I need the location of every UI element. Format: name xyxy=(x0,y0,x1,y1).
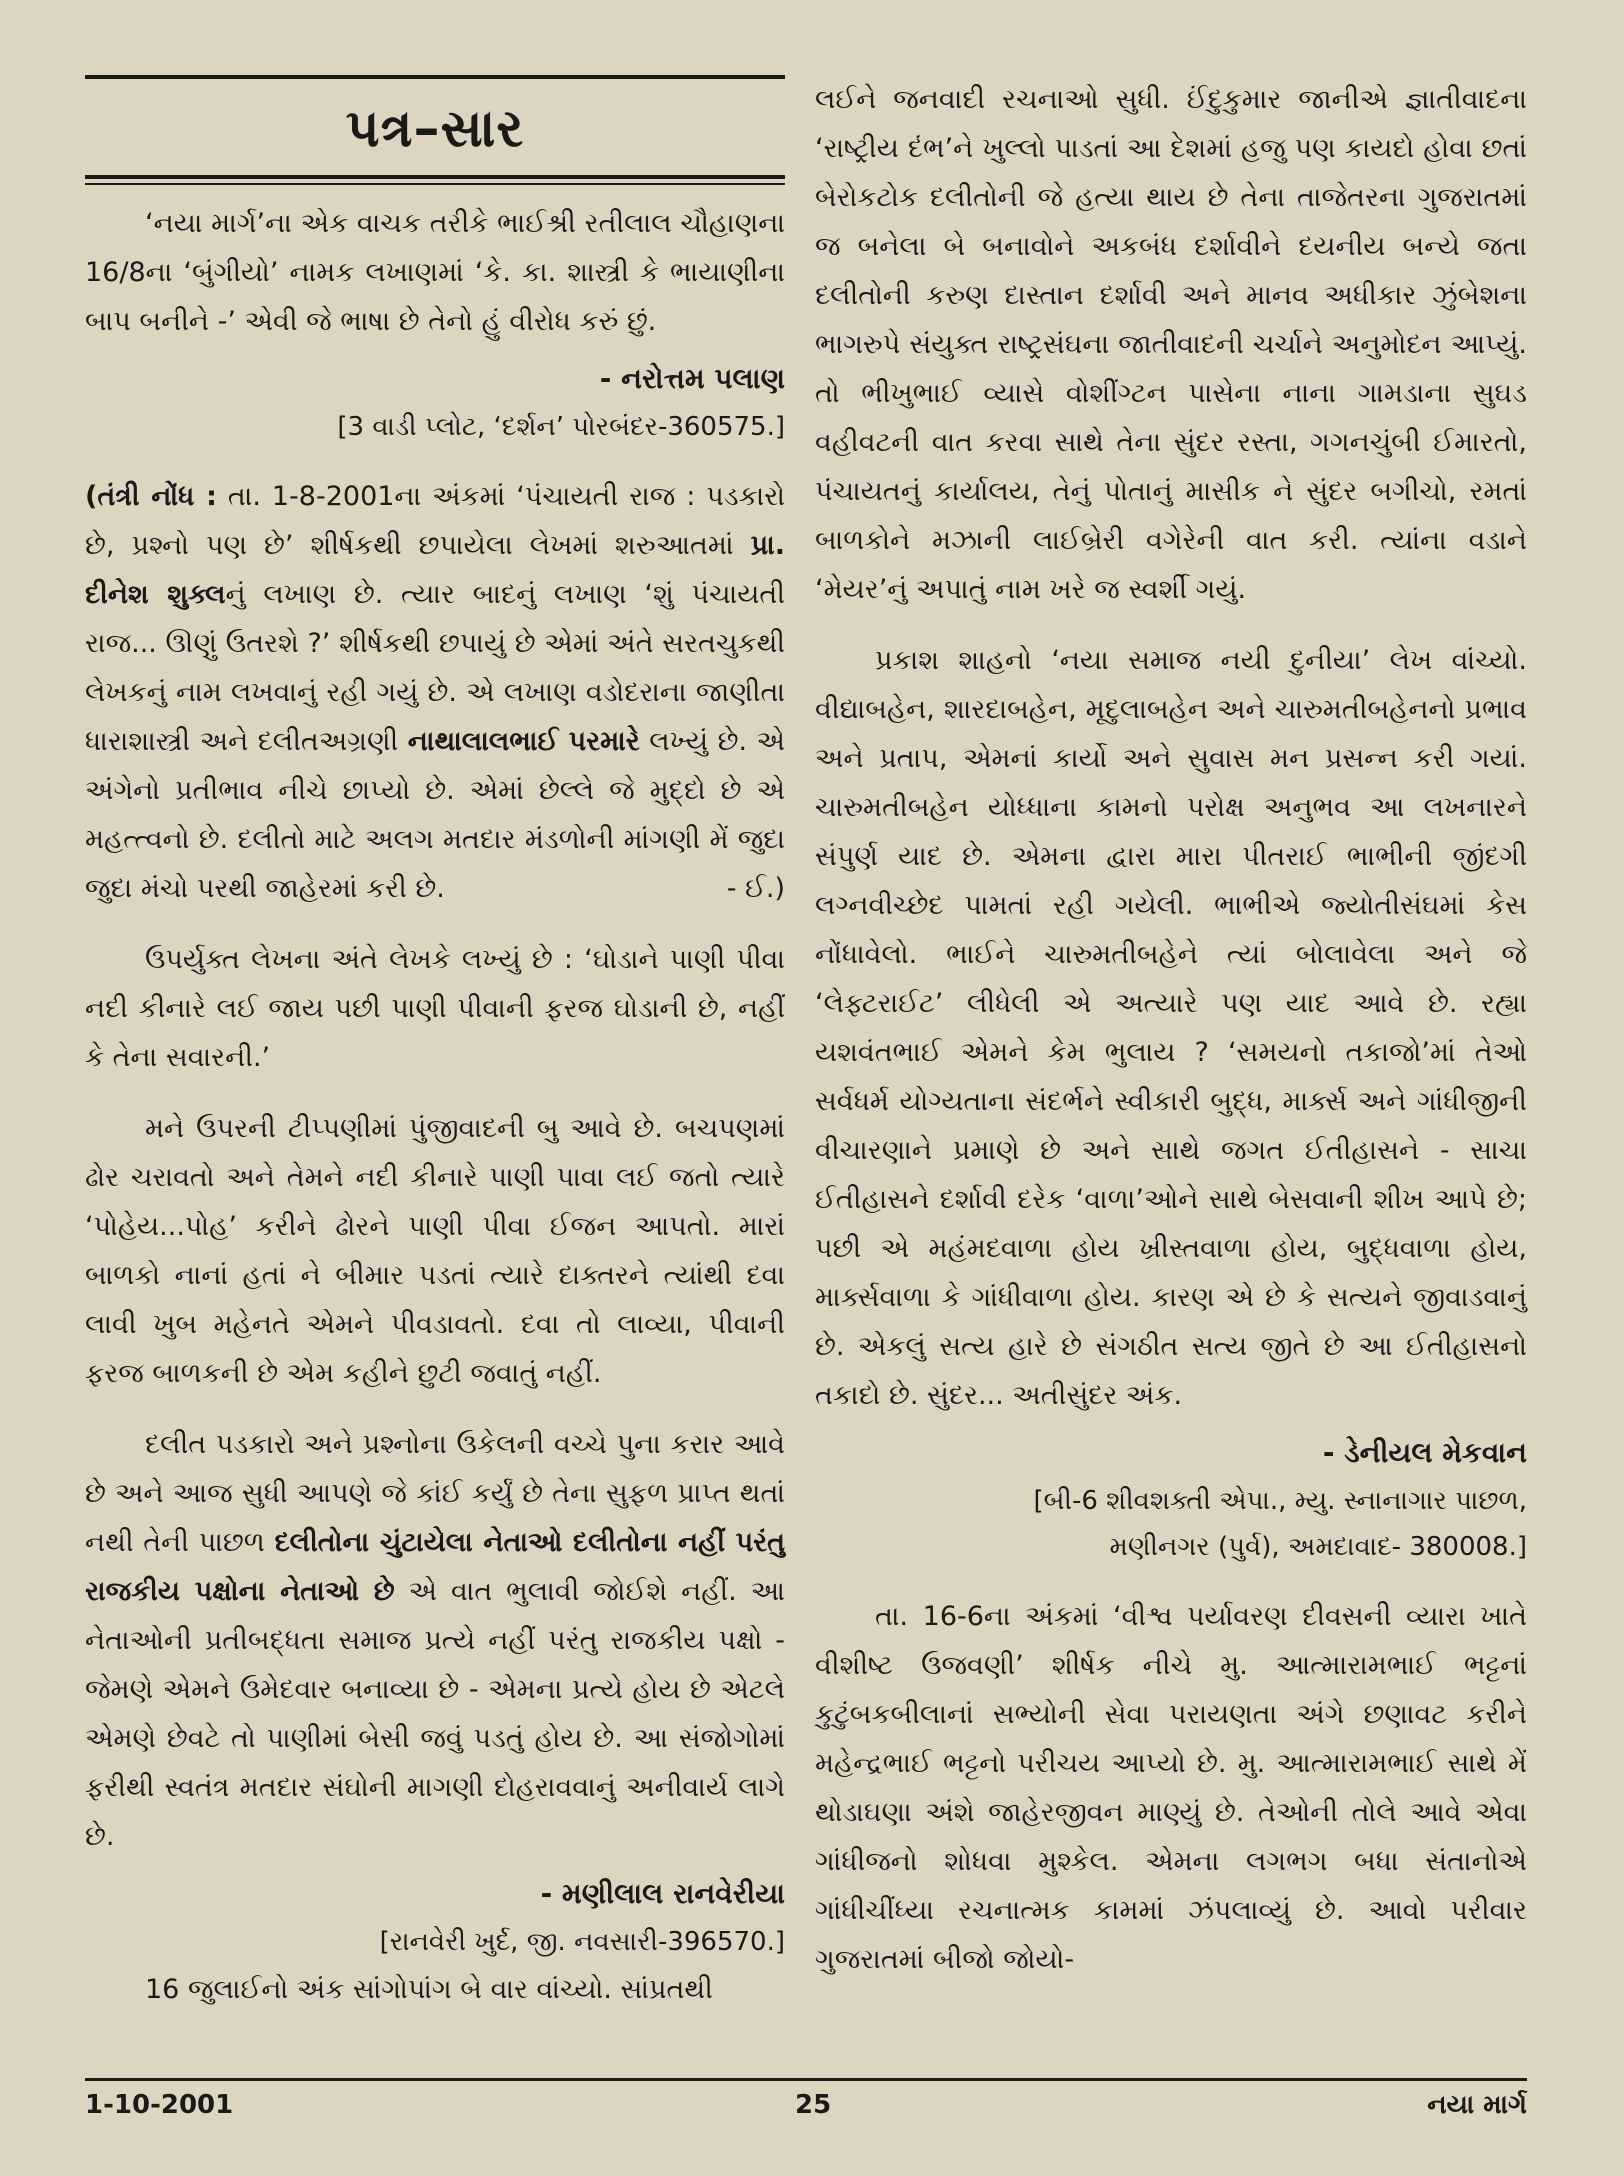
right-column xyxy=(815,75,1527,1984)
letter-1-body: ‘નયા માર્ગ’ના એક વાચક તરીકે ભાઈશ્રી રતીલાલ ચૌહાણના 16/8ના ‘બુંગીયો’ નામક લખાણમાં ‘કે. કા. શાસ્ત્રી કે ભાયાણીના બાપ બનીને -’ એવી જે ભાષા છે તેનો હું વીરોધ કરું છું. xyxy=(85,208,785,337)
letter-3-address-line-2: મણીનગર (પુર્વ), અમદાવાદ- 380008.] xyxy=(1109,1532,1527,1562)
letter-3-start: 16 જુલાઈનો અંક સાંગોપાંગ બે વાર વાંચ્યો. સાંપ્રતથી xyxy=(145,1974,713,2005)
section-title: પત્ર–સાર xyxy=(345,99,525,159)
editor-note-sign: - ઈ.) xyxy=(726,873,785,904)
letter-2-para-3 xyxy=(85,1420,785,1861)
letter-2-para-1: ઉપર્યુક્ત લેખના અંતે લેખકે લખ્યું છે : ‘ઘોડાને પાણી પીવા નદી કીનારે લઈ જાય પછી પાણી પીવાની ફરજ ઘોડાની છે, નહીં કે તેના સવારની.’ xyxy=(85,944,785,1073)
letter-2-para-2: મને ઉપરની ટીપ્પણીમાં પુંજીવાદની બુ આવે છે. બચપણમાં ઢોર ચરાવતો અને તેમને નદી કીનારે પાણી પાવા લઈ જતો ત્યારે ‘પોહેય...પોહ’ કરીને ઢોરને પાણી પીવા ઈજન આપતો. મારાં બાળકો નાનાં હતાં ને બીમાર પડતાં ત્યારે દાક્તરને ત્યાંથી દવા લાવી ખુબ મહેનતે એમને પીવડાવતો. દવા તો લાવ્યા, પીવાની ફરજ બાળકની છે એમ કહીને છુટી જવાતું નહીં. xyxy=(85,1113,785,1389)
editor-note-author-2: નાથાલાલભાઈ પરમારે xyxy=(407,726,640,757)
footer-magazine-name: નયા માર્ગ xyxy=(1427,2090,1527,2120)
letter-3-continued: લઈને જનવાદી રચનાઓ સુધી. ઈંદુકુમાર જાનીએ જ્ઞાતીવાદના ‘રાષ્ટ્રીય દંભ’ને ખુલ્લો પાડતાં આ દેશમાં હજુ પણ કાયદો હોવા છતાં બેરોકટોક દલીતોની જે હત્યા થાય છે તેના તાજેતરના ગુજરાતમાં જ બનેલા બે બનાવોને અકબંધ દર્શાવીને દયનીય બન્યે જતા દલીતોની કરુણ દાસ્તાન દર્શાવી અને માનવ અધીકાર ઝુંબેશના ભાગરુપે સંયુક્ત રાષ્ટ્રસંઘના જાતીવાદની ચર્ચાને અનુમોદન આપ્યું. તો ભીખુભાઈ વ્યાસે વોશીંગ્ટન પાસેના નાના ગામડાના સુઘડ વહીવટની વાત કરવા સાથે તેના સુંદર રસ્તા, ગગનચુંબી ઈમારતો, પંચાયતનું કાર્યાલય, તેનું પોતાનું માસીક ને સુંદર બગીચો, રમતાં બાળકોને મઝાની લાઈબ્રેરી વગેરેની વાત કરી. ત્યાંના વડાને ‘મેયર’નું અપાતું નામ ખરે જ સ્વર્શી ગયું. xyxy=(815,84,1527,605)
footer-date: 1-10-2001 xyxy=(85,2090,234,2120)
editor-note xyxy=(85,472,785,913)
letter-3-para-2: પ્રકાશ શાહનો ‘નયા સમાજ નયી દુનીયા’ લેખ વાંચ્યો. વીદ્યાબહેન, શારદાબહેન, મૃદુલાબહેન અને ચારુમતીબહેનનો પ્રભાવ અને પ્રતાપ, એમનાં કાર્યો અને સુવાસ મન પ્રસન્ન કરી ગયાં. ચારુમતીબહેન યોધ્ધાના કામનો પરોક્ષ અનુભવ આ લખનારને સંપુર્ણ યાદ છે. એમના દ્વારા મારા પીતરાઈ ભાભીની જીંદગી લગ્નવીચ્છેદ પામતાં રહી ગયેલી. ભાભીએ જ્યોતીસંઘમાં કેસ નોંધાવેલો. ભાઈને ચારુમતીબહેને ત્યાં બોલાવેલા અને જે ‘લેફ્ટરાઈટ’ લીધેલી એ અત્યારે પણ યાદ આવે છે. રહ્યા યશવંતભાઈ એમને કેમ ભુલાય ? ‘સમયનો તકાજો’માં તેઓ સર્વધર્મ યોગ્યતાના સંદર્ભને સ્વીકારી બુદ્ધ, માર્ક્સ અને ગાંધીજીની વીચારણાને પ્રમાણે છે અને સાથે જગત ઈતીહાસને - સાચા ઈતીહાસને દર્શાવી દરેક ‘વાળા’ઓને સાથે બેસવાની શીખ આપે છે; પછી એ મહંમદવાળા હોય ખ્રીસ્તવાળા હોય, બુદ્ધવાળા હોય, માર્ક્સવાળા કે ગાંધીવાળા હોય. કારણ એ છે કે સત્યને જીવાડવાનું છે. એકલું સત્ય હારે છે સંગઠીત સત્ય જીતે છે આ ઈતીહાસનો તકાદો છે. સુંદર... અતીસુંદર અંક. xyxy=(815,645,1527,1411)
letter-3-address-line-1: [બી-6 શીવશક્તી એપા., મ્યુ. સ્નાનાગાર પાછળ, xyxy=(1033,1486,1527,1516)
letter-3-signature: - ડેનીયલ મેકવાન xyxy=(1322,1436,1527,1469)
letter-2-para-3-text-a: દલીત પડકારો અને પ્રશ્નોના ઉકેલની વચ્ચે પુના કરાર આવે છે અને આજ સુધી આપણે જે કાંઈ કર્યું છે તેના સુફળ પ્રાપ્ત થતાં નથી તેની પાછળ xyxy=(85,1429,785,1558)
editor-note-lead: (તંત્રી નોંધ : xyxy=(85,481,217,512)
footer-rule xyxy=(85,2078,1527,2081)
page-number: 25 xyxy=(795,2090,832,2120)
letter-2-signature: - મણીલાલ રાનવેરીયા xyxy=(540,1877,785,1910)
editor-note-text-1: તા. 1-8-2001ના અંકમાં ‘પંચાયતી રાજ : પડકારો છે, પ્રશ્નો પણ છે’ શીર્ષકથી છપાયેલા લેખમાં શરુઆતમાં xyxy=(85,481,786,561)
letter-2-para-3-bold: દલીતોના ચુંટાયેલા નેતાઓ દલીતોના નહીં પરંતુ રાજકીય પક્ષોના નેતાઓ છે xyxy=(85,1527,785,1607)
title-top-rule xyxy=(85,75,785,79)
left-column xyxy=(85,75,785,2014)
editor-note-text-3: લખ્યું છે. એ અંગેનો પ્રતીભાવ નીચે છાપ્યો છે. એમાં છેલ્લે જે મુદ્દો છે એ મહત્ત્વનો છે. દલીતો માટે અલગ મતદાર મંડળોની માંગણી મેં જુદા જુદા મંચો પરથી જાહેરમાં કરી છે. xyxy=(85,726,785,904)
letter-2-address: [રાનવેરી ખુર્દ, જી. નવસારી-396570.] xyxy=(379,1927,785,1957)
editor-note-author-1: પ્રા. દીનેશ શુક્લ xyxy=(85,530,785,610)
letter-4-body: તા. 16-6ના અંકમાં ‘વીશ્વ પર્યાવરણ દીવસની વ્યારા ખાતે વીશીષ્ટ ઉજવણી’ શીર્ષક નીચે મુ. આત્મારામભાઈ ભટ્ટનાં કુટુંબકબીલાનાં સભ્યોની સેવા પરાયણતા અંગે છણાવટ કરીને મહેન્દ્રભાઈ ભટ્ટનો પરીચય આપ્યો છે. મુ. આત્મારામભાઈ સાથે મેં થોડાઘણા અંશે જાહેરજીવન માણ્યું છે. તેઓની તોલે આવે એવા ગાંધીજનો શોધવા મુશ્કેલ. એમના લગભગ બધા સંતાનોએ ગાંધીચીંધ્યા રચનાત્મક કામમાં ઝંપલાવ્યું છે. આવો પરીવાર ગુજરાતમાં બીજો જોયો- xyxy=(815,1601,1527,1975)
editor-note-text-2: નું લખાણ છે. ત્યાર બાદનું લખાણ ‘શું પંચાયતી રાજ... ઊણું ઉતરશે ?’ શીર્ષકથી છપાયું છે એમાં અંતે સરતચુકથી લેખકનું નામ લખવાનું રહી ગયું છે. એ લખાણ વડોદરાના જાણીતા ધારાશાસ્ત્રી અને દલીતઅગ્રણી xyxy=(85,579,786,757)
letter-2-para-3-text-c: એ વાત ભુલાવી જોઈશે નહીં. આ નેતાઓની પ્રતીબદ્ધતા સમાજ પ્રત્યે નહીં પરંતુ રાજકીય પક્ષો - જેમણે એમને ઉમેદવાર બનાવ્યા છે - એમના પ્રત્યે હોય છે એટલે એમણે છેવટે તો પાણીમાં બેસી જવું પડતું હોય છે. આ સંજોગોમાં ફરીથી સ્વતંત્ર મતદાર સંઘોની માગણી દોહરાવવાનું અનીવાર્ય લાગે છે. xyxy=(85,1576,785,1852)
letter-1-address: [3 વાડી પ્લોટ, ‘દર્શન’ પોરબંદર-360575.] xyxy=(337,412,785,442)
letter-1-signature: - નરોત્તમ પલાણ xyxy=(599,362,785,395)
